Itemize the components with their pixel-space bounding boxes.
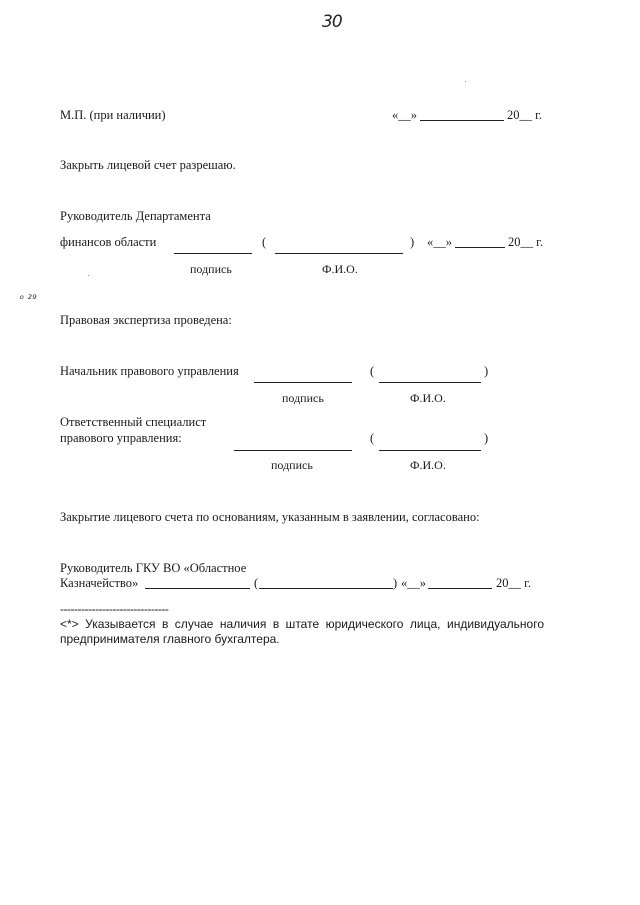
finance-head-paren-close: ) <box>410 235 415 249</box>
legal-specialist-caption-signature: подпись <box>271 458 313 472</box>
permit-text: Закрыть лицевой счет разрешаю. <box>60 158 236 172</box>
finance-head-date-year: 20__ г. <box>508 235 543 249</box>
stamp-date-month-line[interactable] <box>420 120 504 121</box>
finance-head-signature-line[interactable] <box>174 253 252 254</box>
treasury-head-signature-line[interactable] <box>145 588 250 589</box>
treasury-head-date-open: «__» <box>401 576 426 590</box>
finance-head-date-open: «__» <box>427 235 452 249</box>
finance-head-name-line[interactable] <box>275 253 403 254</box>
legal-specialist-caption-name: Ф.И.О. <box>410 458 446 472</box>
legal-head-caption-signature: подпись <box>282 391 324 405</box>
legal-specialist-title-line2: правового управления: <box>60 431 182 445</box>
stamp-date-open: «__» <box>392 108 417 122</box>
treasury-head-date-month-line[interactable] <box>428 588 492 589</box>
approval-text: Закрытие лицевого счета по основаниям, указанным в заявлении, согласовано: <box>60 510 480 524</box>
finance-head-paren-open: ( <box>262 235 267 249</box>
footnote-separator: ------------------------------- <box>60 602 169 616</box>
treasury-head-title-line1: Руководитель ГКУ ВО «Областное <box>60 561 247 575</box>
stamp-label: М.П. (при наличии) <box>60 108 166 122</box>
legal-specialist-title-line1: Ответственный специалист <box>60 415 207 429</box>
legal-head-paren-close: ) <box>484 364 489 378</box>
legal-head-signature-line[interactable] <box>254 382 352 383</box>
speck <box>88 275 89 276</box>
legal-head-paren-open: ( <box>370 364 375 378</box>
stamp-date-year: 20__ г. <box>507 108 542 122</box>
treasury-head-title-line2: Казначейство» <box>60 576 139 590</box>
finance-head-caption-signature: подпись <box>190 262 232 276</box>
legal-head-name-line[interactable] <box>379 382 481 383</box>
legal-head-caption-name: Ф.И.О. <box>410 391 446 405</box>
treasury-head-paren-open: ( <box>254 576 259 590</box>
speck <box>465 81 466 82</box>
finance-head-caption-name: Ф.И.О. <box>322 262 358 276</box>
legal-specialist-paren-open: ( <box>370 431 375 445</box>
footnote-text: <*> Указывается в случае наличия в штате юридического лица, индивидуального предпринимателя главного бухгалтера. <box>60 617 544 646</box>
legal-specialist-paren-close: ) <box>484 431 489 445</box>
treasury-head-name-line[interactable] <box>259 588 393 589</box>
finance-head-title-line2: финансов области <box>60 235 157 249</box>
legal-specialist-signature-line[interactable] <box>234 450 352 451</box>
finance-head-date-month-line[interactable] <box>455 247 505 248</box>
treasury-head-date-year: 20__ г. <box>496 576 531 590</box>
finance-head-title-line1: Руководитель Департамента <box>60 209 211 223</box>
legal-review-text: Правовая экспертиза проведена: <box>60 313 232 327</box>
margin-mark: ₒ ₂₉ <box>18 289 39 302</box>
treasury-head-paren-close: ) <box>393 576 398 590</box>
page-number: 30 <box>322 12 342 32</box>
legal-head-title: Начальник правового управления <box>60 364 239 378</box>
legal-specialist-name-line[interactable] <box>379 450 481 451</box>
